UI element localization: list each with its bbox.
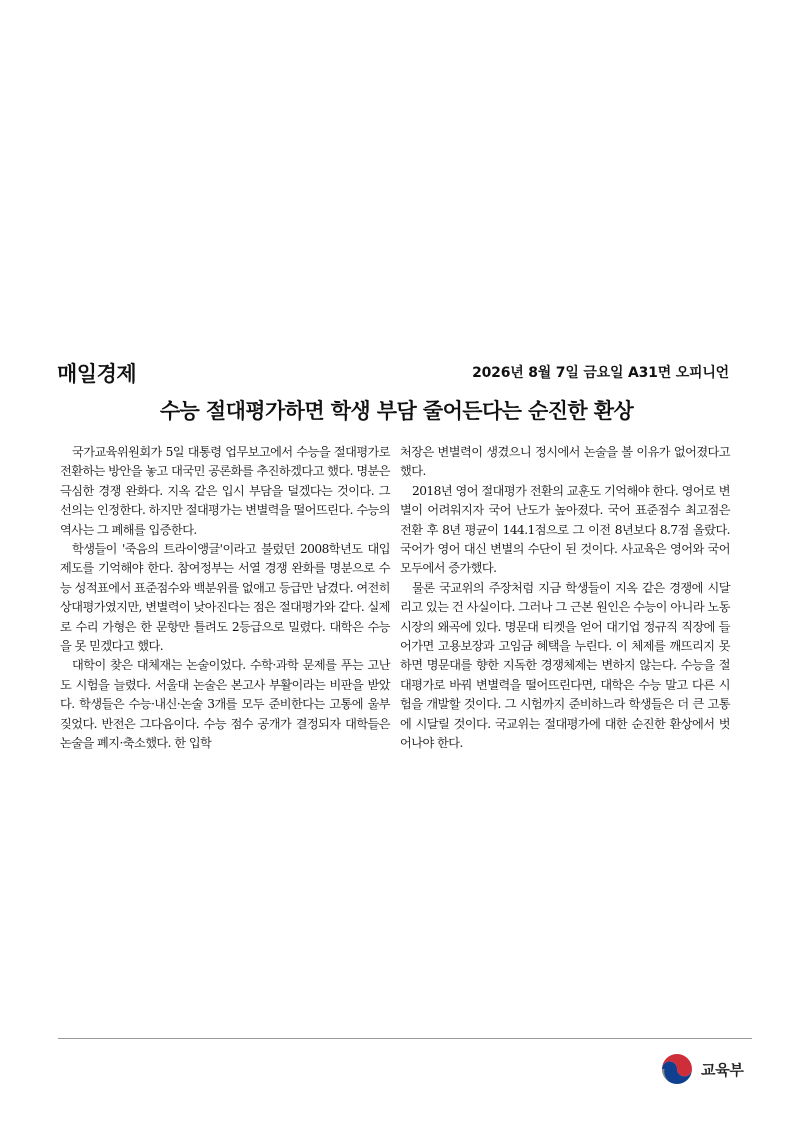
article-column-left bbox=[60, 443, 390, 754]
taegeuk-emblem-icon bbox=[659, 1051, 695, 1087]
footer-divider bbox=[58, 1038, 752, 1039]
article-paragraph: 학생들이 '죽음의 트라이앵글'이라고 불렀던 2008학년도 대입 제도를 기억해야 한다. 참여정부는 서열 경쟁 완화를 명분으로 수능 성적표에서 표준점수와 백분위를 없애고 등급만 남겼다. 여전히 상대평가였지만, 변별력이 낮아진다는 점은 절대평가와 같다. 실제로 수리 가형은 한 문항만 틀려도 2등급으로 밀렸다. 대학은 수능을 못 믿겠다고 했다. bbox=[60, 542, 390, 654]
article-paragraph: 물론 국교위의 주장처럼 지금 학생들이 지옥 같은 경쟁에 시달리고 있는 건 사실이다. 그러나 그 근본 원인은 수능이 아니라 노동시장의 왜곡에 있다. 명문대 티켓을 얻어 대기업 정규직 직장에 들어가면 고용보장과 고임금 혜택을 누린다. 이 체제를 깨뜨리지 못하면 명문대를 향한 지독한 경쟁체제는 변하지 않는다. 수능을 절대평가로 바꿔 변별력을 떨어뜨린다면, 대학은 수능 말고 다른 시험을 개발할 것이다. 그 시험까지 준비하느라 학생들은 더 큰 고통에 시달릴 것이다. 국교위는 절대평가에 대한 순진한 환상에서 벗어나야 한다. bbox=[400, 580, 730, 751]
ministry-brand-name: 교육부 bbox=[701, 1061, 744, 1079]
newspaper-masthead: 매일경제 bbox=[57, 362, 137, 386]
article-paragraph: 대학이 찾은 대체재는 논술이었다. 수학·과학 문제를 푸는 고난도 시험을 늘렸다. 서울대 논술은 본고사 부활이라는 비판을 받았다. 학생들은 수능·내신·논술 3개를 모두 준비한다는 고통에 울부짖었다. 반전은 그다음이다. 수능 점수 공개가 결정되자 대학들은 논술을 폐지·축소했다. 한 입학 bbox=[60, 658, 390, 751]
article-paragraph-continued: 처장은 변별력이 생겼으니 정시에서 논술을 볼 이유가 없어졌다고 했다. bbox=[400, 445, 730, 479]
publication-dateline: 2026년 8월 7일 금요일 A31면 오피니언 bbox=[472, 365, 729, 381]
article-paragraph: 2018년 영어 절대평가 전환의 교훈도 기억해야 한다. 영어로 변별이 어려워지자 국어 난도가 높아졌다. 국어 표준점수 최고점은 전환 후 8년 평균이 144.1점으로 그 이전 8년보다 8.7점 올랐다. 국어가 영어 대신 변별의 수단이 된 것이다. 사교육은 영어와 국어 모두에서 증가했다. bbox=[400, 483, 730, 576]
article-headline: 수능 절대평가하면 학생 부담 줄어든다는 순진한 환상 bbox=[159, 399, 634, 423]
article-paragraph: 국가교육위원회가 5일 대통령 업무보고에서 수능을 절대평가로 전환하는 방안을 놓고 대국민 공론화를 추진하겠다고 했다. 명분은 극심한 경쟁 완화다. 지옥 같은 입시 부담을 덜겠다는 것이다. 그 선의는 인정한다. 하지만 절대평가는 변별력을 떨어뜨린다. 수능의 역사는 그 폐해를 입증한다. bbox=[60, 445, 390, 537]
article-column-right bbox=[400, 443, 730, 754]
